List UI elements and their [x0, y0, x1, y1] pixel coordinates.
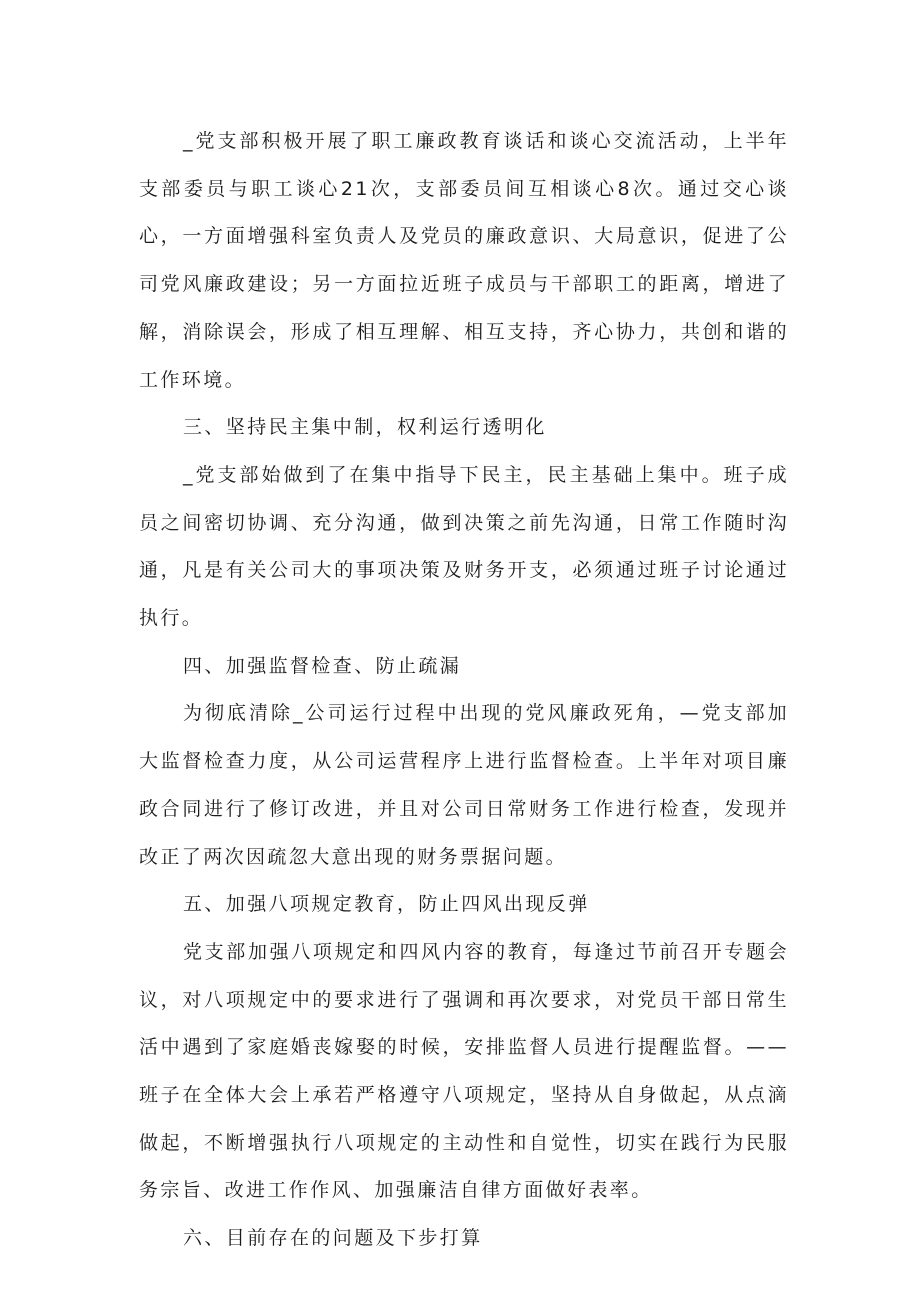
paragraph-talks: _党支部积极开展了职工廉政教育谈话和谈心交流活动，上半年支部委员与职工谈心21次，支部委员间互相谈心8次。通过交心谈心，一方面增强科室负责人及党员的廉政意识、大局意识，促进了公司党风廉政建设；另一方面拉近班子成员与干部职工的距离，增进了解，消除误会，形成了相互理解、相互支持，齐心协力，共创和谐的工作环境。 [139, 130, 789, 391]
paragraph-eight-rules: 党支部加强八项规定和四风内容的教育，每逢过节前召开专题会议，对八项规定中的要求进行了强调和再次要求，对党员干部日常生活中遇到了家庭婚丧嫁娶的时候，安排监督人员进行提醒监督。——班子在全体大会上承若严格遵守八项规定，坚持从自身做起，从点滴做起，不断增强执行八项规定的主动性和自觉性，切实在践行为民服务宗旨、改进工作作风、加强廉洁自律方面做好表率。 [139, 940, 789, 1202]
document-body [139, 118, 789, 1263]
heading-problems-plans: 六、目前存在的问题及下步打算 [183, 1227, 483, 1250]
heading-democratic-centralism: 三、坚持民主集中制，权利运行透明化 [183, 416, 547, 439]
paragraph-democratic-centralism: _党支部始做到了在集中指导下民主，民主基础上集中。班子成员之间密切协调、充分沟通，做到决策之前先沟通，日常工作随时沟通，凡是有关公司大的事项决策及财务开支，必须通过班子讨论通过执行。 [139, 463, 789, 630]
heading-eight-rules: 五、加强八项规定教育，防止四风出现反弹 [183, 893, 590, 916]
paragraph-supervision: 为彻底清除_公司运行过程中出现的党风廉政死角，—党支部加大监督检查力度，从公司运营程序上进行监督检查。上半年对项目廉政合同进行了修订改进，并且对公司日常财务工作进行检查，发现并改正了两次因疏忽大意出现的财务票据问题。 [139, 702, 789, 868]
heading-supervision: 四、加强监督检查、防止疏漏 [183, 654, 462, 677]
